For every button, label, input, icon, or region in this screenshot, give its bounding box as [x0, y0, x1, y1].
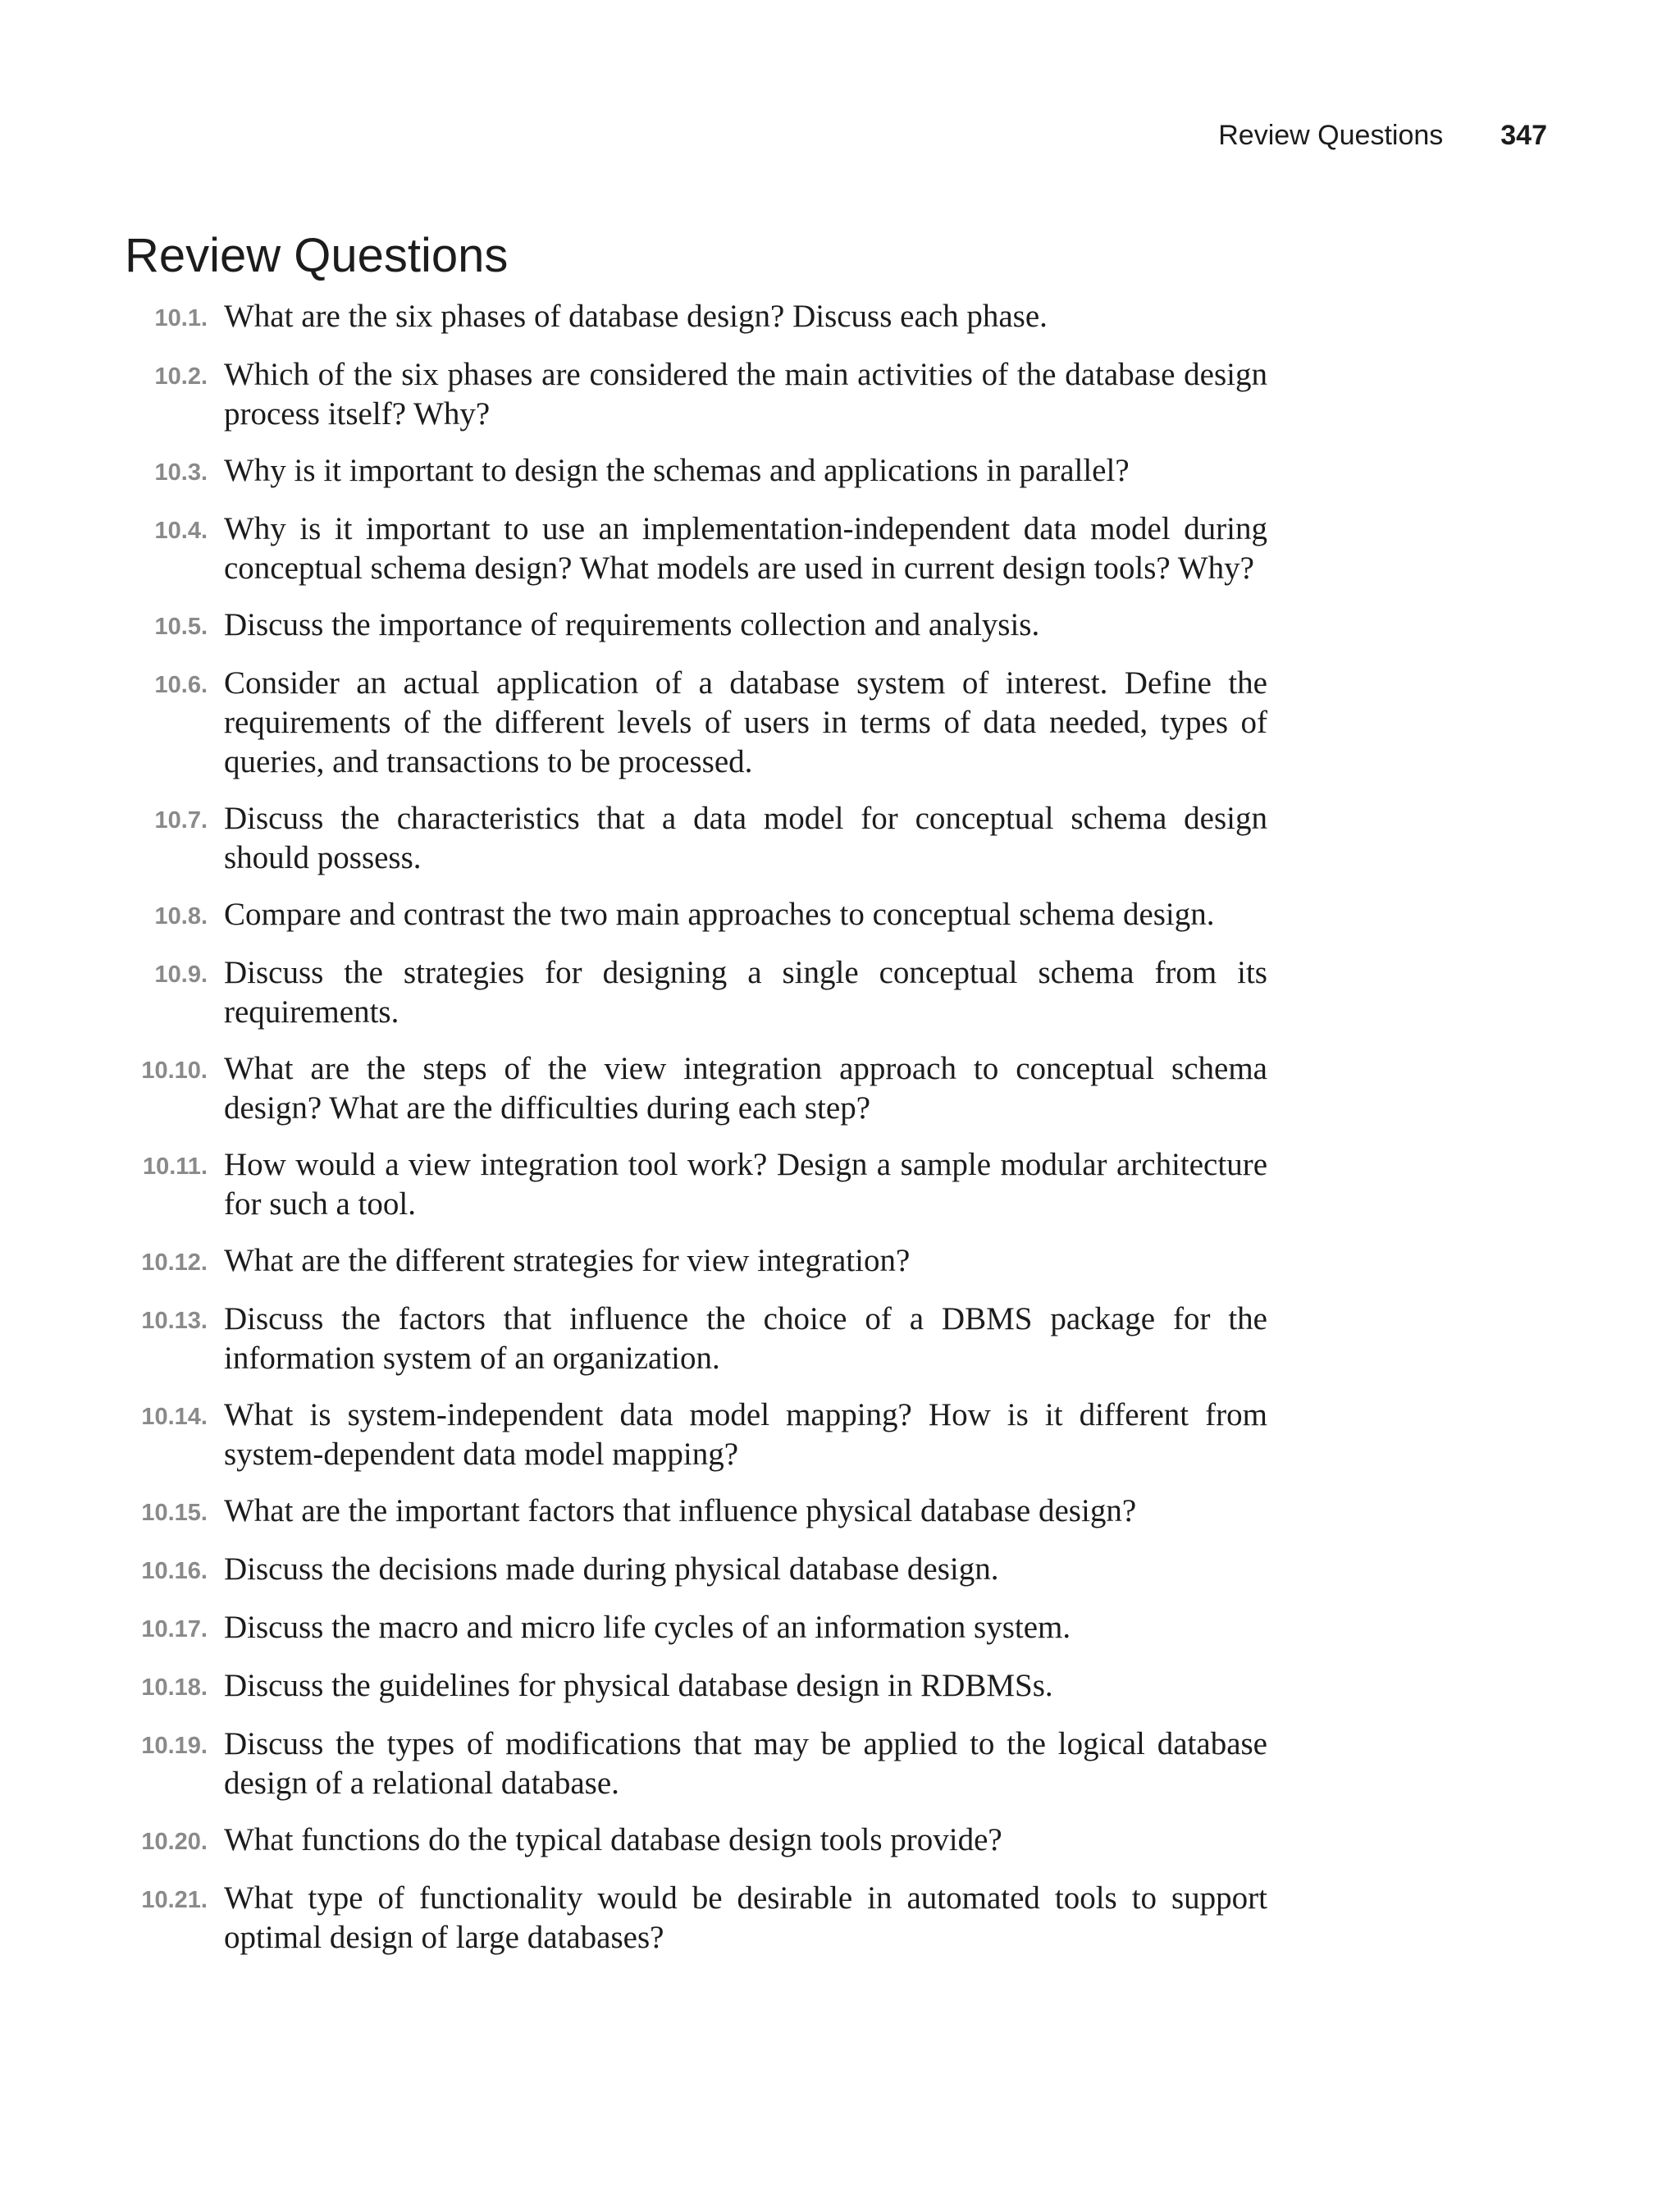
question-item — [123, 953, 1267, 1032]
question-text: What is system-independent data model mapping? How is it different from system-dependent data model mapping? — [224, 1397, 1267, 1472]
question-text: What are the six phases of database design? Discuss each phase. — [224, 299, 1048, 334]
question-number: 10.18. — [141, 1674, 208, 1701]
question-number: 10.19. — [141, 1733, 208, 1759]
question-number: 10.1. — [154, 305, 208, 331]
question-list — [123, 297, 1267, 1975]
question-text: Discuss the types of modifications that may be applied to the logical database design of a relational database. — [224, 1726, 1267, 1801]
page-number: 347 — [1500, 120, 1547, 151]
question-item — [123, 1300, 1267, 1378]
question-item — [123, 1821, 1267, 1862]
question-item — [123, 509, 1267, 588]
question-number: 10.9. — [154, 962, 208, 988]
question-text: Why is it important to design the schemas and applications in parallel? — [224, 453, 1130, 488]
question-item — [123, 605, 1267, 646]
question-number: 10.17. — [141, 1616, 208, 1642]
question-text: What are the steps of the view integration approach to conceptual schema design? What are the difficulties during each step? — [224, 1051, 1267, 1126]
question-item — [123, 1725, 1267, 1803]
question-item — [123, 1879, 1267, 1958]
section-title: Review Questions — [125, 229, 509, 282]
question-text: What are the important factors that influence physical database design? — [224, 1493, 1137, 1528]
question-text: What are the different strategies for view integration? — [224, 1243, 911, 1278]
question-text: Why is it important to use an implementation-independent data model during conceptual schema design? What models are used in current design tools? Why? — [224, 511, 1267, 586]
question-item — [123, 1550, 1267, 1591]
question-text: What functions do the typical database design tools provide? — [224, 1822, 1002, 1857]
question-item — [123, 895, 1267, 936]
question-number: 10.11. — [142, 1154, 208, 1180]
question-number: 10.15. — [141, 1500, 208, 1526]
question-text: Consider an actual application of a database system of interest. Define the requirements of the different levels of users in terms of data needed, types of queries, and transactions to be processed. — [224, 665, 1267, 779]
question-number: 10.21. — [141, 1887, 208, 1913]
question-text: Discuss the strategies for designing a single conceptual schema from its requirements. — [224, 955, 1267, 1030]
question-text: What type of functionality would be desirable in automated tools to support optimal design of large databases? — [224, 1880, 1267, 1955]
question-item — [123, 799, 1267, 878]
question-text: How would a view integration tool work? Design a sample modular architecture for such a tool. — [224, 1147, 1267, 1222]
question-text: Discuss the guidelines for physical database design in RDBMSs. — [224, 1668, 1053, 1703]
question-text: Discuss the decisions made during physical database design. — [224, 1551, 999, 1587]
question-text: Discuss the macro and micro life cycles of an information system. — [224, 1610, 1071, 1645]
question-number: 10.12. — [141, 1249, 208, 1276]
question-item — [123, 297, 1267, 338]
running-head — [1218, 120, 1547, 152]
question-item — [123, 451, 1267, 492]
question-item — [123, 1666, 1267, 1707]
question-item — [123, 1145, 1267, 1224]
question-number: 10.8. — [154, 903, 208, 930]
question-item — [123, 355, 1267, 434]
question-item — [123, 1396, 1267, 1474]
question-item — [123, 1608, 1267, 1649]
question-number: 10.5. — [154, 614, 208, 640]
question-number: 10.4. — [154, 518, 208, 544]
question-number: 10.2. — [154, 363, 208, 390]
question-text: Discuss the importance of requirements collection and analysis. — [224, 607, 1040, 642]
question-item — [123, 1492, 1267, 1533]
question-text: Compare and contrast the two main approaches to conceptual schema design. — [224, 897, 1215, 932]
question-text: Discuss the factors that influence the choice of a DBMS package for the information system of an organization. — [224, 1301, 1267, 1376]
question-item — [123, 1241, 1267, 1282]
question-text: Which of the six phases are considered the main activities of the database design process itself? Why? — [224, 357, 1267, 432]
question-number: 10.6. — [154, 672, 208, 698]
question-text: Discuss the characteristics that a data model for conceptual schema design should possess. — [224, 801, 1267, 875]
question-number: 10.14. — [141, 1404, 208, 1430]
question-number: 10.3. — [154, 459, 208, 486]
question-number: 10.16. — [141, 1558, 208, 1584]
question-number: 10.20. — [141, 1829, 208, 1855]
question-number: 10.7. — [154, 807, 208, 834]
question-number: 10.13. — [141, 1308, 208, 1334]
question-item — [123, 664, 1267, 782]
running-head-title: Review Questions — [1218, 120, 1444, 151]
question-item — [123, 1049, 1267, 1128]
question-number: 10.10. — [141, 1058, 208, 1084]
